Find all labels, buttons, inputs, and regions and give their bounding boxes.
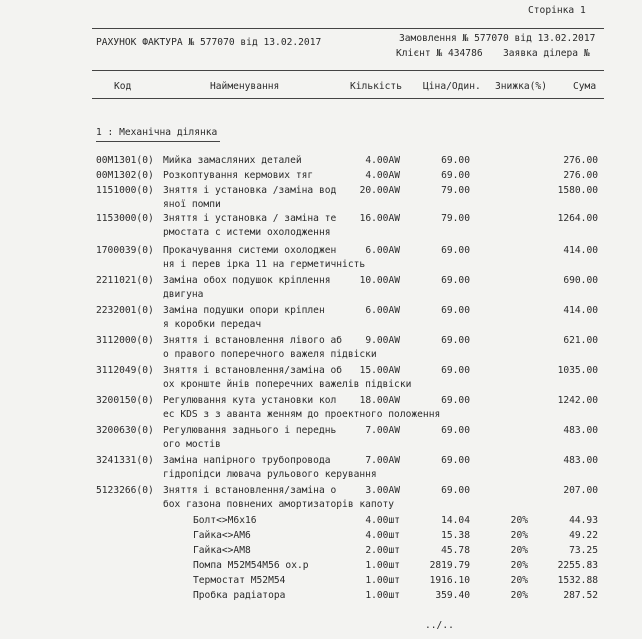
row-qty: 7.00АW [365,455,400,466]
row-price: 45.78 [441,545,470,556]
row-price: 79.00 [441,185,470,196]
continuation-mark: ../.. [425,620,454,631]
row-name-line: о правого поперечного важеля підвіски [163,349,377,360]
row-name-line: Зняття і встановлення/заміна о [163,485,337,496]
row-name-line: двигуна [163,289,204,300]
row-price: 69.00 [441,365,470,376]
row-sum: 483.00 [563,425,598,436]
row-qty: 20.00АW [359,185,400,196]
row-name-line: я коробки передач [163,319,262,330]
row-sum: 287.52 [563,590,598,601]
row-sum: 1264.00 [557,213,598,224]
section-underline [96,141,220,142]
row-code: 2232001(0) [96,305,154,316]
row-sum: 483.00 [563,455,598,466]
row-qty: 1.00шт [365,575,400,586]
row-sum: 44.93 [569,515,598,526]
col-code-header: Код [114,81,132,92]
row-name-line: рмостата с истеми охолодження [163,227,331,238]
row-qty: 3.00АW [365,485,400,496]
row-price: 69.00 [441,155,470,166]
row-code: 3112000(0) [96,335,154,346]
row-price: 1916.10 [429,575,470,586]
row-price: 79.00 [441,213,470,224]
row-name-line: Розкоптування кермових тяг [163,170,314,181]
row-code: 1700039(0) [96,245,154,256]
row-name-line: Зняття і установка /заміна вод [163,185,337,196]
top-rule [92,28,604,29]
order-number: Замовлення № 577070 від 13.02.2017 [399,33,596,44]
row-code: 1153000(0) [96,213,154,224]
row-qty: 6.00АW [365,305,400,316]
row-name-line: ес KDS з з аванта женням до проектного положення [163,409,441,420]
row-code: 1151000(0) [96,185,154,196]
row-qty: 4.00АW [365,155,400,166]
row-price: 69.00 [441,485,470,496]
col-name-header: Найменування [210,81,280,92]
row-name-line: Болт<>M6х16 [193,515,257,526]
col-price-header: Ціна/Один. [423,81,481,92]
row-name-line: Заміна обох подушок кріплення [163,275,331,286]
row-sum: 1035.00 [557,365,598,376]
header-bottom-rule [92,98,604,99]
row-name-line: гідропідси лювача рульового керування [163,469,377,480]
row-discount: 20% [510,545,528,556]
row-sum: 690.00 [563,275,598,286]
col-qty-header: Кількість [350,81,402,92]
row-name-line: Зняття і установка / заміна те [163,213,337,224]
row-name-line: Заміна напірного трубопровода [163,455,331,466]
row-name-line: Заміна подушки опори кріплен [163,305,325,316]
row-sum: 1532.88 [557,575,598,586]
row-code: 5123266(0) [96,485,154,496]
row-qty: 4.00АW [365,170,400,181]
row-qty: 1.00шт [365,560,400,571]
row-price: 69.00 [441,170,470,181]
row-name-line: Прокачування системи охолоджен [163,245,337,256]
row-code: 3200630(0) [96,425,154,436]
row-price: 15.38 [441,530,470,541]
row-price: 69.00 [441,455,470,466]
row-discount: 20% [510,575,528,586]
row-code: 2211021(0) [96,275,154,286]
row-sum: 1242.00 [557,395,598,406]
row-price: 69.00 [441,275,470,286]
row-name-line: Регулювання заднього і переднь [163,425,337,436]
row-price: 2819.79 [429,560,470,571]
row-price: 69.00 [441,305,470,316]
row-sum: 1580.00 [557,185,598,196]
row-name-line: Помпа М52М54М56 ох.р [193,560,309,571]
row-discount: 20% [510,560,528,571]
row-qty: 4.00шт [365,515,400,526]
row-sum: 276.00 [563,155,598,166]
row-sum: 49.22 [569,530,598,541]
row-sum: 414.00 [563,245,598,256]
row-qty: 9.00АW [365,335,400,346]
row-code: 3112049(0) [96,365,154,376]
dealer-request: Заявка ділера № [503,48,590,59]
row-discount: 20% [510,530,528,541]
col-sum-header: Сума [573,81,597,92]
row-name-line: Гайка<>АМ6 [193,530,251,541]
row-name-line: бох газона повнених амортизаторів капоту [163,499,395,510]
row-qty: 7.00АW [365,425,400,436]
row-discount: 20% [510,590,528,601]
row-sum: 621.00 [563,335,598,346]
row-price: 14.04 [441,515,470,526]
row-qty: 16.00АW [359,213,400,224]
row-qty: 6.00АW [365,245,400,256]
row-price: 69.00 [441,245,470,256]
row-sum: 73.25 [569,545,598,556]
row-discount: 20% [510,515,528,526]
row-name-line: Пробка радіатора [193,590,286,601]
row-qty: 18.00АW [359,395,400,406]
row-name-line: Регулювання кута установки кол [163,395,337,406]
row-qty: 2.00шт [365,545,400,556]
row-name-line: Термостат М52М54 [193,575,286,586]
row-code: 3200150(0) [96,395,154,406]
row-code: 3241331(0) [96,455,154,466]
header-top-rule [92,70,604,71]
col-discount-header: Знижка(%) [495,81,547,92]
section-title: 1 : Механічна ділянка [96,127,218,138]
row-price: 69.00 [441,395,470,406]
invoice-title: РАХУНОК ФАКТУРА № 577070 від 13.02.2017 [96,37,322,48]
row-name-line: Мийка замасляних деталей [163,155,302,166]
row-sum: 414.00 [563,305,598,316]
row-price: 359.40 [435,590,470,601]
row-price: 69.00 [441,335,470,346]
row-sum: 207.00 [563,485,598,496]
row-name-line: Гайка<>АМ8 [193,545,251,556]
row-qty: 4.00шт [365,530,400,541]
row-sum: 276.00 [563,170,598,181]
row-price: 69.00 [441,425,470,436]
row-code: 00M1301(0) [96,155,154,166]
row-name-line: Зняття і встановлення лівого аб [163,335,343,346]
row-name-line: Зняття і встановлення/заміна об [163,365,343,376]
row-code: 00M1302(0) [96,170,154,181]
row-name-line: ня і перев ірка 11 на герметичність [163,259,366,270]
row-qty: 1.00шт [365,590,400,601]
row-qty: 10.00АW [359,275,400,286]
row-name-line: яної помпи [163,199,221,210]
page-label: Сторінка 1 [528,5,586,16]
client-number: Клієнт № 434786 [396,48,483,59]
row-name-line: ох кронште йнів поперечних важелів підвіски [163,379,412,390]
row-qty: 15.00АW [359,365,400,376]
row-sum: 2255.83 [557,560,598,571]
row-name-line: ого мостів [163,439,221,450]
